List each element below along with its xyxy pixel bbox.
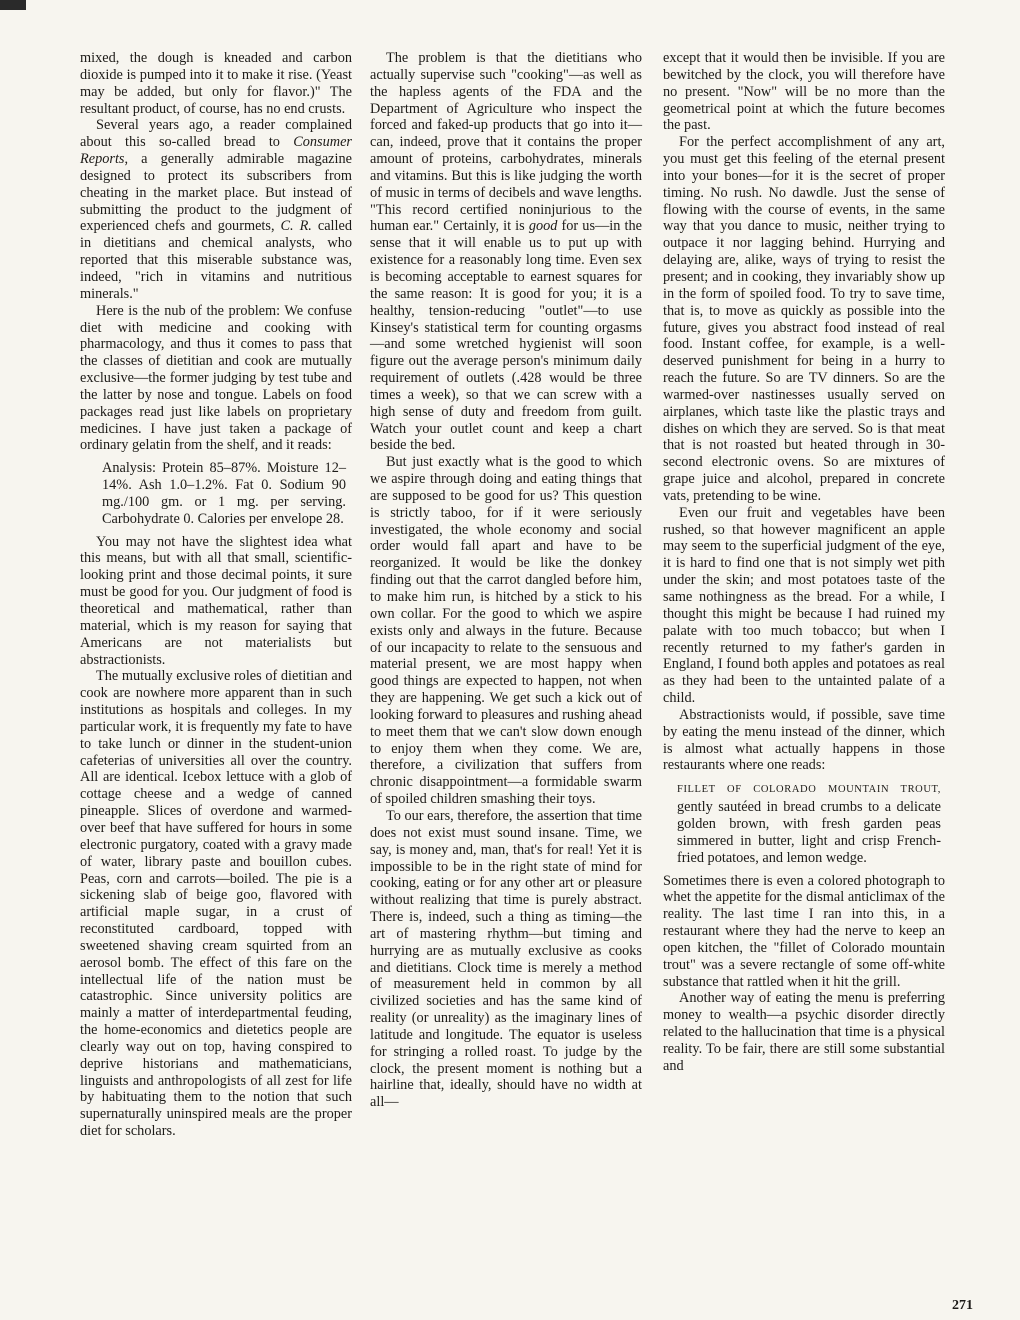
emphasis: good xyxy=(528,218,558,235)
magazine-abbreviation: C. R. xyxy=(280,218,312,235)
paragraph: For the perfect accomplishment of any art, you must get this feeling of the eternal present into your bones—for it is the secret of proper timing. No rush. No dawdle. Just the sense of flowing with the course of events, in the same way that you dance to music, neither trying to outpace it nor lagging behind. Hurrying and delaying are, alike, ways of trying to resist the present; and in cooking, they invariably show up in the form of spoiled food. To try to save time, that is, to move as quickly as possible into the future, gives you abstract food instead of real food. Instant coffee, for example, is a well-deserved punishment for being in a hurry to reach the future. So are TV dinners. So are the warmed-over nastinesses usually served on airplanes, which taste like the plastic trays and dishes on which they are served. So is that meat that is not roasted but heated through in 30-second electronic ovens. So are mixtures of grape juice and alcohol, prepared in concrete vats, pretending to be wine. xyxy=(663,134,945,504)
paragraph: except that it would then be invisible. If you are bewitched by the clock, you will therefore have no present. "Now" will be no more than the geometrical point at which the future becomes the past. xyxy=(663,50,945,134)
text-run: Several years ago, a reader complained about this so-called bread to xyxy=(80,117,352,151)
text-run: , a generally admirable magazine designed to protect its subscribers from cheating in the market place. But instead of submitting the product to the judgment of experienced chefs and gourmets, xyxy=(80,151,352,235)
paragraph: The mutually exclusive roles of dietitian and cook are nowhere more apparent than in such institutions as hospitals and colleges. In my particular work, it is frequently my fate to have to take lunch or dinner in the student-union cafeterias of universities all over the country. All are identical. Icebox lettuce with a glob of cottage cheese and a wedge of canned pineapple. Slices of overdone and warmed-over beef that have suffered for hours in some electronic purgatory, coated with a gravy made of water, library paste and bouillon cubes. Peas, corn and carrots—boiled. The pie is a sickening slab of beige goo, flavored with artificial maple sugar, in a crust of reconstituted cardboard, topped with sweetened shaving cream squirted from an aerosol bomb. The effect of this fare on the intellectual life of the nation must be catastrophic. Since university politics are mainly a matter of interdepartmental feuding, the home-economics and dietetics people are clearly way out on top, having conspired to deprive historians and mathematicians, linguists and anthropologists of all zest for life by habituating them to the notion that such supernaturally uninspired meals are the proper diet for scholars. xyxy=(80,668,352,1140)
text-run: The problem is that the dietitians who actually supervise such "cooking"—as well as the hapless agents of the FDA and the Department of Agriculture who inspect the forced and faked-up products that go into it—can, indeed, prove that it contains the proper amount of proteins, carbohydrates, minerals and vitamins. But this is like judging the worth of music in terms of decibels and wave lengths. "This record certified noninjurious to the human ear." Certainly, it is xyxy=(370,50,642,235)
menu-description: gently sautéed in bread crumbs to a delicate golden brown, with fresh garden peas simmered in butter, light and crisp French-fried potatoes, and lemon wedge. xyxy=(677,799,941,866)
paragraph: Another way of eating the menu is preferring money to wealth—a psychic disorder directly related to the hallucination that time is a physical reality. To be fair, there are still some substantial and xyxy=(663,990,945,1074)
text-column-3 xyxy=(663,50,945,1075)
scan-edge-mark xyxy=(0,0,26,10)
text-run: for us—in the sense that it will enable us to put up with existence for a reasonably long time. Even sex is becoming acceptable to earnest squares for the same reason: It is good for you; it is a healthy, tension-reducing "outlet"—to use Kinsey's statistical term for counting orgasms—and some wretched hygienist will soon figure out the average person's minimum daily requirement of outlets (.428 would be three times a week), so that we can screw with a high sense of duty and freedom from guilt. Watch your outlet count and keep a chart beside the bed. xyxy=(370,218,642,454)
paragraph: Abstractionists would, if possible, save time by eating the menu instead of the dinner, which is almost what actually happens in those restaurants where one reads: xyxy=(663,706,945,774)
text-column-2 xyxy=(370,50,642,1111)
paragraph: Here is the nub of the problem: We confuse diet with medicine and cooking with pharmacology, and thus it comes to pass that the classes of dietitian and cook are mutually exclusive—the former judging by test tube and the latter by nose and tongue. Labels on food packages read just like labels on proprietary medicines. I have just taken a package of ordinary gelatin from the shelf, and it reads: xyxy=(80,302,352,454)
paragraph: Even our fruit and vegetables have been rushed, so that however magnificent an apple may seem to the superficial judgment of the eye, it is hard to find one that is not simply wet pith under the skin; and most potatoes taste of the same nothingness as the bread. For a while, I thought this might be because I had ruined my palate with too much tobacco; but when I recently returned to my father's garden in England, I found both apples and potatoes as real as they had been to the untainted palate of a child. xyxy=(663,504,945,707)
magazine-title: Consumer Reports xyxy=(80,134,352,168)
paragraph: You may not have the slightest idea what this means, but with all that small, scientific-looking print and those decimal points, it sure must be good for you. Our judgment of food is theoretical and mathematical, rather than material, which is my reason for saying that Americans are not materialists but abstractionists. xyxy=(80,533,352,668)
text-run: called in dietitians and chemical analysts, who reported that this miserable substance was, indeed, "rich in vitamins and nutritious minerals." xyxy=(80,218,352,302)
text-column-1 xyxy=(80,50,352,1140)
paragraph: But just exactly what is the good to which we aspire through doing and eating things that are supposed to be good for us? This question is strictly taboo, for if it were seriously investigated, the whole economy and social order would fall apart and have to be reorganized. It would be like the donkey finding out that the carrot dangled before him, to make him run, is hitched by a stick to his own collar. For the good to which we aspire exists only and always in the future. Because of our incapacity to relate to the sensuous and material present, we are most happy when good things are expected to happen, not when they are happening. We get such a kick out of looking forward to pleasures and rushing ahead to meet them that we can't slow down enough to enjoy them when they come. We are, therefore, a civilization that suffers from chronic disappointment—a formidable swarm of spoiled children smashing their toys. xyxy=(370,454,642,808)
paragraph xyxy=(80,117,352,302)
paragraph: To our ears, therefore, the assertion that time does not exist must sound insane. Time, we say, is money and, man, that's for real! Yet it is impossible to be in the right state of mind for cooking, eating or for any other art or pleasure without realizing that time is purely abstract. There is, indeed, such a thing as timing—the art of mastering rhythm—but timing and hurrying are as mutually exclusive as cooks and dietitians. Clock time is merely a method of measurement held in common by all civilized societies and has the same kind of reality (or unreality) as the imaginary lines of latitude and longitude. The equator is useless for stringing a rolled roast. To judge by the clock, the present moment is nothing but a hairline that, ideally, should have no width at all— xyxy=(370,807,642,1111)
page-number: 271 xyxy=(952,1298,973,1313)
paragraph: mixed, the dough is kneaded and carbon dioxide is pumped into it to make it rise. (Yeast may be added, but only for flavor.)" The resultant product, of course, has no end crusts. xyxy=(80,50,352,117)
paragraph: Sometimes there is even a colored photograph to whet the appetite for the dismal anticlimax of the reality. The last time I ran into this, in a restaurant where they had the nerve to keep an open kitchen, the "fillet of Colorado mountain trout" was a severe rectangle of some off-white substance that rattled when it hit the grill. xyxy=(663,872,945,990)
menu-dish-name: FILLET OF COLORADO MOUNTAIN TROUT, xyxy=(677,784,941,796)
menu-quote xyxy=(677,780,941,866)
gelatin-label-quote: Analysis: Protein 85–87%. Moisture 12–14%. Ash 1.0–1.2%. Fat 0. Sodium 90 mg./100 gm. or 1 mg. per serving. Carbohydrate 0. Calories per envelope 28. xyxy=(102,460,346,527)
paragraph xyxy=(370,50,642,454)
